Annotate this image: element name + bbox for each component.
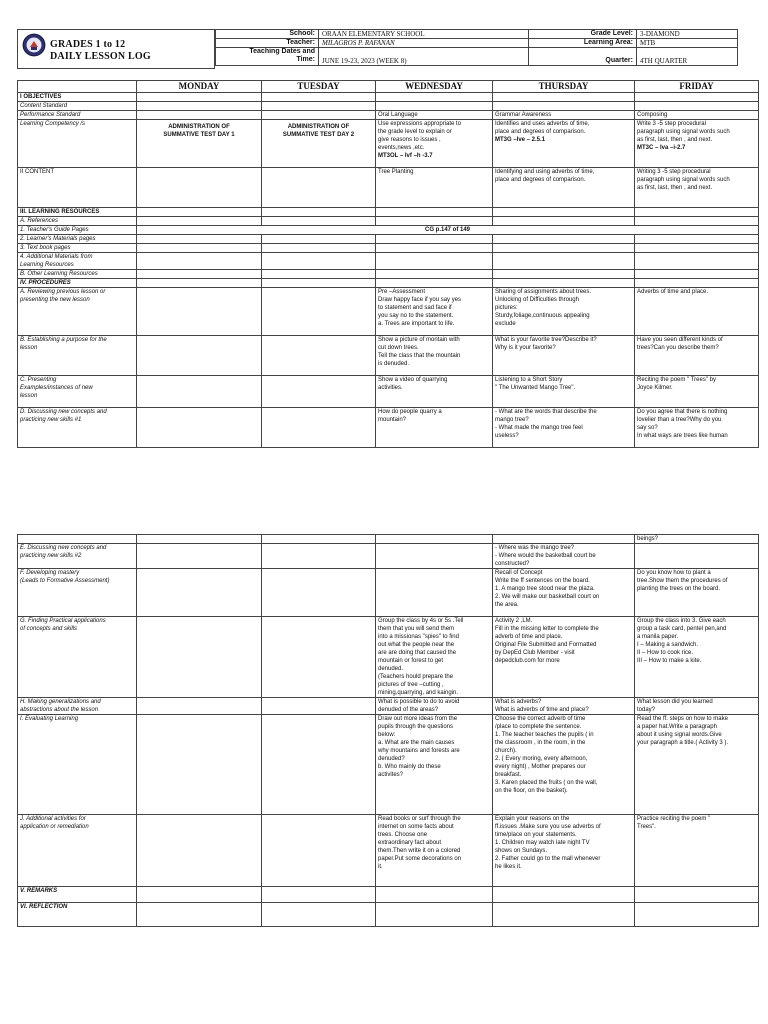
- cell-wednesday: [376, 244, 493, 253]
- row-label: A. Reviewing previous lesson or presenting the new lesson: [18, 288, 137, 336]
- cell-wednesday: [376, 715, 493, 815]
- cell-tuesday: [262, 253, 376, 270]
- cell-wednesday: [376, 887, 493, 903]
- cell-tuesday: [262, 715, 376, 815]
- cell-monday: [137, 815, 262, 887]
- cell-text: Sharing of assignments about trees. Unlocking of Difficulties through pictures: Sturdy,foliage,continuous appealing exclude: [495, 289, 592, 327]
- cell-monday: [137, 244, 262, 253]
- cell-tuesday: [262, 244, 376, 253]
- cell-monday: [137, 279, 262, 288]
- cell-friday: [635, 535, 759, 544]
- row-label: G. Finding Practical applications of concepts and skills: [18, 617, 137, 698]
- day-friday: FRIDAY: [635, 81, 759, 93]
- day-header-row: [18, 81, 759, 93]
- cell-wednesday: [376, 102, 493, 111]
- row-label: I. Evaluating Learning: [18, 715, 137, 815]
- quarter-value: 4TH QUARTER: [637, 48, 738, 66]
- deped-seal-icon: [22, 33, 46, 57]
- cell-text: Pre –Assessment Draw happy face if you say yes to statement and sad face if you say no to the statement. a. Trees are important to life.: [378, 289, 462, 327]
- quarter-label: Quarter:: [529, 48, 637, 66]
- cell-thursday: [493, 535, 635, 544]
- cell-friday: [635, 93, 759, 102]
- row-label: C. Presenting Examples/instances of new lesson: [18, 376, 137, 408]
- row-label: Content Standard: [18, 102, 137, 111]
- row-label: 1. Teacher's Guide Pages: [18, 226, 137, 235]
- cell-friday: [635, 244, 759, 253]
- row-2-learner-s-materials-pages: [18, 235, 759, 244]
- row-label: H. Making generalizations and abstractions about the lesson: [18, 698, 137, 715]
- cell-monday: [137, 208, 262, 217]
- cell-wednesday: [376, 903, 493, 927]
- cell-tuesday: [262, 815, 376, 887]
- cell-text: Do you know how to plant a tree.Show them the procedures of planting the trees on the board.: [637, 570, 728, 592]
- cell-wednesday: [376, 93, 493, 102]
- cell-friday: [635, 887, 759, 903]
- row-ii-content: [18, 168, 759, 208]
- cell-text: Identifies and uses adverbs of time, place and degrees of comparison.: [495, 121, 590, 135]
- cell-monday: [137, 569, 262, 617]
- cell-friday: [635, 408, 759, 448]
- cell-tuesday: [262, 111, 376, 120]
- cell-thursday: [493, 569, 635, 617]
- cell-text: Explain your reasons on the ff.issues .Make sure you use adverbs of time/place on your statements. 1. Children may watch late night TV shows on Sundays. 2. Father could go to the mall whenever he likes it.: [495, 816, 601, 870]
- cell-text: Group the class by 4s or 5s .Tell them that you will send them into a missionas "spies" to find out what the people near the are are doing that caused the mountain or forest to get denuded. (Teachers hould prepare the pictures of tree –cutting , mining,quarrying, and kaingin.: [378, 618, 464, 696]
- cell-text: What lesson did you learned today?: [637, 699, 713, 713]
- cell-thursday: [493, 617, 635, 698]
- header-info-table: [215, 29, 738, 66]
- cell-monday: [137, 715, 262, 815]
- row-1-teacher-s-guide-pages: [18, 226, 759, 235]
- lesson-log-table-page-1: [17, 80, 759, 448]
- cell-monday: [137, 270, 262, 279]
- row-label: F. Developing mastery (Leads to Formative Assessment): [18, 569, 137, 617]
- cell-tuesday: [262, 168, 376, 208]
- cell-thursday: [493, 288, 635, 336]
- cell-tuesday: [262, 93, 376, 102]
- merged-cell: CG p.147 of 149: [137, 226, 759, 235]
- cell-friday: [635, 279, 759, 288]
- cell-wednesday: [376, 544, 493, 569]
- row-label: J. Additional activities for application or remediation: [18, 815, 137, 887]
- cell-monday: [137, 887, 262, 903]
- cell-tuesday: [262, 102, 376, 111]
- dates-label-line-2: Time:: [296, 56, 315, 63]
- dates-label-line-1: Teaching Dates and: [249, 48, 315, 55]
- row-blank: [18, 535, 759, 544]
- lesson-log-table-page-2: [17, 534, 759, 927]
- cell-friday: [635, 544, 759, 569]
- cell-friday: [635, 235, 759, 244]
- row-c-presenting-examples-instances-of-new-l: [18, 376, 759, 408]
- cell-text: Show a video of quarrying activities.: [378, 377, 448, 391]
- cell-text: Activity 2 ,LM. Fill in the missing letter to complete the adverb of time and place. Original File Submitted and Formatted by DepEd Club Member - visit depedclub.com for more: [495, 618, 599, 664]
- cell-thursday: [493, 217, 635, 226]
- cell-tuesday: [262, 376, 376, 408]
- cell-tuesday: [262, 535, 376, 544]
- cell-monday: [137, 288, 262, 336]
- learning-area-label: Learning Area:: [529, 39, 637, 48]
- cell-tuesday: [262, 336, 376, 376]
- cell-friday: [635, 120, 759, 168]
- cell-tuesday: [262, 408, 376, 448]
- cell-text: What is possible to do to avoid denuded of the areas?: [378, 699, 460, 713]
- row-a-reviewing-previous-lesson-or-presentin: [18, 288, 759, 336]
- cell-thursday: [493, 120, 635, 168]
- cell-monday: [137, 903, 262, 927]
- cell-thursday: [493, 244, 635, 253]
- row-label: 2. Learner's Materials pages: [18, 235, 137, 244]
- cell-wednesday: [376, 617, 493, 698]
- row-label: A. References: [18, 217, 137, 226]
- cell-wednesday: [376, 270, 493, 279]
- cell-monday: [137, 253, 262, 270]
- day-thursday: THURSDAY: [493, 81, 635, 93]
- logo-title: [50, 39, 151, 63]
- cell-text: Recall of Concept Write the ff sentences on the board. 1. A mango tree stood near the plaza. 2. We will make our basketball court on the area.: [495, 570, 600, 608]
- cell-monday: [137, 376, 262, 408]
- cell-wednesday: [376, 279, 493, 288]
- cell-wednesday: [376, 253, 493, 270]
- dates-label: [216, 48, 319, 66]
- cell-friday: [635, 111, 759, 120]
- cell-monday: [137, 544, 262, 569]
- row-content-standard: [18, 102, 759, 111]
- cell-thursday: [493, 903, 635, 927]
- row-label: B. Establishing a purpose for the lesson: [18, 336, 137, 376]
- cell-friday: [635, 815, 759, 887]
- cell-wednesday: [376, 376, 493, 408]
- cell-text: Listening to a Short Story " The Unwanted Mango Tree".: [495, 377, 576, 391]
- cell-text: Tree Planting: [378, 169, 414, 175]
- row-learning-competency-s: [18, 120, 759, 168]
- cell-text: Choose the correct adverb of time /place to complete the sentence. 1. The teacher teaches the pupils ( in the classroom , in the room, in the church). 2. ( Every moring, every afternoon, every night) , Mother prepares our breakfast. 3. Karen placed the fruits ( on the wall, on the floor, on the basket).: [495, 716, 598, 794]
- cell-tuesday: [262, 279, 376, 288]
- row-j-additional-activities-for-application-: [18, 815, 759, 887]
- cell-monday: [137, 111, 262, 120]
- logo-line-2: DAILY LESSON LOG: [50, 51, 151, 62]
- cell-thursday: [493, 887, 635, 903]
- cell-text: Oral Language: [378, 112, 418, 118]
- cell-wednesday: [376, 535, 493, 544]
- cell-text: Draw out more ideas from the pupils through the questions below: a. What are the main causes why mountains and forests are denuded? b. Who mainly do these activites?: [378, 716, 460, 778]
- cell-wednesday: [376, 698, 493, 715]
- day-wednesday: WEDNESDAY: [376, 81, 493, 93]
- row-v-remarks: [18, 887, 759, 903]
- dates-value: JUNE 19-23, 2023 (WEEK 8): [319, 48, 529, 66]
- cell-tuesday: [262, 270, 376, 279]
- cell-text: Reciting the poem " Trees" by Joyce Kilmer.: [637, 377, 716, 391]
- row-b-establishing-a-purpose-for-the-lesson: [18, 336, 759, 376]
- cell-wednesday: [376, 408, 493, 448]
- row-label: B. Other Learning Resources: [18, 270, 137, 279]
- cell-monday: [137, 102, 262, 111]
- cell-text: Practice reciting the poem " Trees".: [637, 816, 711, 830]
- cell-friday: [635, 698, 759, 715]
- cell-tuesday: [262, 288, 376, 336]
- cell-text: What is your favorite tree?Describe it? Why is it your favorite?: [495, 337, 597, 351]
- cell-friday: [635, 208, 759, 217]
- teacher-value: MILAGROS P. RAFANAN: [319, 39, 529, 48]
- cell-friday: [635, 288, 759, 336]
- row-label: Learning Competency /s: [18, 120, 137, 168]
- cell-tuesday: [262, 617, 376, 698]
- row-iv-procedures: [18, 279, 759, 288]
- row-4-additional-materials-from-learning-res: [18, 253, 759, 270]
- row-e-discussing-new-concepts-and-practicing: [18, 544, 759, 569]
- cell-tuesday: [262, 217, 376, 226]
- learning-area-value: MTB: [637, 39, 738, 48]
- row-label: Performance Standard: [18, 111, 137, 120]
- cell-friday: [635, 253, 759, 270]
- day-tuesday: TUESDAY: [262, 81, 376, 93]
- grade-level-value: 3-DIAMOND: [637, 30, 738, 39]
- cell-wednesday: [376, 235, 493, 244]
- row-i-evaluating-learning: [18, 715, 759, 815]
- logo-line-1: GRADES 1 to 12: [50, 39, 126, 50]
- cell-tuesday: [262, 544, 376, 569]
- cell-thursday: [493, 235, 635, 244]
- row-label: 4. Additional Materials from Learning Resources: [18, 253, 137, 270]
- cell-thursday: [493, 102, 635, 111]
- row-iii-learning-resources: [18, 208, 759, 217]
- competency-code: MT3G –Ive – 2.5.1: [495, 137, 546, 143]
- cell-text: - Where was the mango tree? - Where would the basketball court be constructed?: [495, 545, 596, 567]
- cell-thursday: [493, 544, 635, 569]
- teacher-label: Teacher:: [216, 39, 319, 48]
- row-label: E. Discussing new concepts and practicing new skills #2: [18, 544, 137, 569]
- cell-friday: [635, 168, 759, 208]
- cell-thursday: [493, 111, 635, 120]
- row-d-discussing-new-concepts-and-practicing: [18, 408, 759, 448]
- cell-wednesday: [376, 217, 493, 226]
- cell-text: Grammar Awareness: [495, 112, 552, 118]
- cell-thursday: [493, 270, 635, 279]
- cell-wednesday: [376, 336, 493, 376]
- cell-thursday: [493, 93, 635, 102]
- cell-text: Adverbs of time and place.: [637, 289, 709, 295]
- cell-friday: [635, 569, 759, 617]
- row-label: [18, 535, 137, 544]
- cell-monday: [137, 168, 262, 208]
- row-g-finding-practical-applications-of-conc: [18, 617, 759, 698]
- cell-wednesday: [376, 288, 493, 336]
- row-label: IV. PROCEDURES: [18, 279, 137, 288]
- cell-friday: [635, 217, 759, 226]
- row-performance-standard: [18, 111, 759, 120]
- cell-text: What is adverbs? What is adverbs of time and place?: [495, 699, 589, 713]
- cell-thursday: [493, 168, 635, 208]
- cell-text: Group the class into 3. Give each group a task card, pentel pen,and a manila paper. I – Making a sandwich. II – How to cook rice. III – How to make a kite.: [637, 618, 727, 664]
- row-label: 3. Text book pages: [18, 244, 137, 253]
- cell-thursday: [493, 208, 635, 217]
- row-a-references: [18, 217, 759, 226]
- cell-wednesday: [376, 111, 493, 120]
- cell-wednesday: [376, 208, 493, 217]
- cell-tuesday: [262, 698, 376, 715]
- cell-text: Show a picture of montain with cut down trees. Tell the class that the mountain is denuded.: [378, 337, 461, 367]
- row-b-other-learning-resources: [18, 270, 759, 279]
- cell-text: Write 3 -5 step procedural paragraph using signal words such as first, last, then , and next.: [637, 121, 730, 143]
- cell-tuesday: [262, 887, 376, 903]
- cell-text: Identifying and using adverbs of time, place and degrees of comparison.: [495, 169, 595, 183]
- cell-text: Read the ff. steps on how to make a paper hat.Write a paragraph about it using signal words.Give your paragraph a title.( Activity 3 ).: [637, 716, 729, 746]
- cell-wednesday: [376, 569, 493, 617]
- cell-thursday: [493, 698, 635, 715]
- row-f-developing-mastery-leads-to-formative-: [18, 569, 759, 617]
- row-h-making-generalizations-and-abstraction: [18, 698, 759, 715]
- header-corner-cell: [18, 81, 137, 93]
- cell-tuesday: [262, 208, 376, 217]
- cell-thursday: [493, 376, 635, 408]
- row-vi-reflection: [18, 903, 759, 927]
- cell-thursday: [493, 715, 635, 815]
- row-label: I OBJECTIVES: [18, 93, 137, 102]
- row-label: VI. REFLECTION: [18, 903, 137, 927]
- cell-friday: [635, 102, 759, 111]
- cell-tuesday: [262, 569, 376, 617]
- cell-monday: [137, 617, 262, 698]
- cell-text: ADMINISTRATION OF SUMMATIVE TEST DAY 1: [163, 124, 235, 138]
- row-3-text-book-pages: [18, 244, 759, 253]
- cell-text: beings?: [637, 536, 659, 542]
- cell-tuesday: [262, 235, 376, 244]
- cell-thursday: [493, 253, 635, 270]
- cell-friday: [635, 617, 759, 698]
- cell-monday: [137, 336, 262, 376]
- cell-monday: [137, 217, 262, 226]
- competency-code: MT3C – Iva –i-2.7: [637, 145, 686, 151]
- cell-friday: [635, 903, 759, 927]
- cell-monday: [137, 698, 262, 715]
- cell-text: ADMINISTRATION OF SUMMATIVE TEST DAY 2: [282, 124, 355, 138]
- cell-text: Composing: [637, 112, 668, 118]
- cell-tuesday: [262, 120, 376, 168]
- row-label: III. LEARNING RESOURCES: [18, 208, 137, 217]
- cell-thursday: [493, 336, 635, 376]
- cell-thursday: [493, 408, 635, 448]
- row-label: II CONTENT: [18, 168, 137, 208]
- cell-wednesday: [376, 168, 493, 208]
- competency-code: MT3OL – Ivf –h -3.7: [378, 153, 433, 159]
- cell-monday: [137, 120, 262, 168]
- cell-friday: [635, 336, 759, 376]
- cell-monday: [137, 235, 262, 244]
- cell-text: Have you seen different kinds of trees?Can you describe them?: [637, 337, 723, 351]
- cell-text: Writing 3 -5 step procedural paragraph using signal words such as first, last, then , and next.: [637, 169, 730, 191]
- cell-text: Use expressions appropriate to the grade level to explain or give reasons to issues , events,news ,etc.: [378, 121, 462, 151]
- cell-monday: [137, 408, 262, 448]
- school-value: ORAAN ELEMENTARY SCHOOL: [319, 30, 529, 39]
- cell-wednesday: [376, 815, 493, 887]
- cell-friday: [635, 376, 759, 408]
- cell-text: Do you agree that there is nothing lovelier than a tree?Why do you say so? In what ways are trees like human: [637, 409, 728, 439]
- row-label: V. REMARKS: [18, 887, 137, 903]
- cell-monday: [137, 535, 262, 544]
- cell-text: - What are the words that describe the mango tree? - What made the mango tree feel useless?: [495, 409, 597, 439]
- school-label: School:: [216, 30, 319, 39]
- cell-thursday: [493, 815, 635, 887]
- cell-friday: [635, 270, 759, 279]
- cell-text: How do people quarry a mountain?: [378, 409, 442, 423]
- cell-thursday: [493, 279, 635, 288]
- cell-tuesday: [262, 903, 376, 927]
- cell-text: Read books or surf through the internet on some facts about trees. Choose one extraordinary fact about them.Then write it on a colored paper.Put some decorations on it.: [378, 816, 462, 870]
- row-i-objectives: [18, 93, 759, 102]
- cell-monday: [137, 93, 262, 102]
- row-label: D. Discussing new concepts and practicing new skills #1: [18, 408, 137, 448]
- grade-level-label: Grade Level:: [529, 30, 637, 39]
- cell-friday: [635, 715, 759, 815]
- cell-wednesday: [376, 120, 493, 168]
- day-monday: MONDAY: [137, 81, 262, 93]
